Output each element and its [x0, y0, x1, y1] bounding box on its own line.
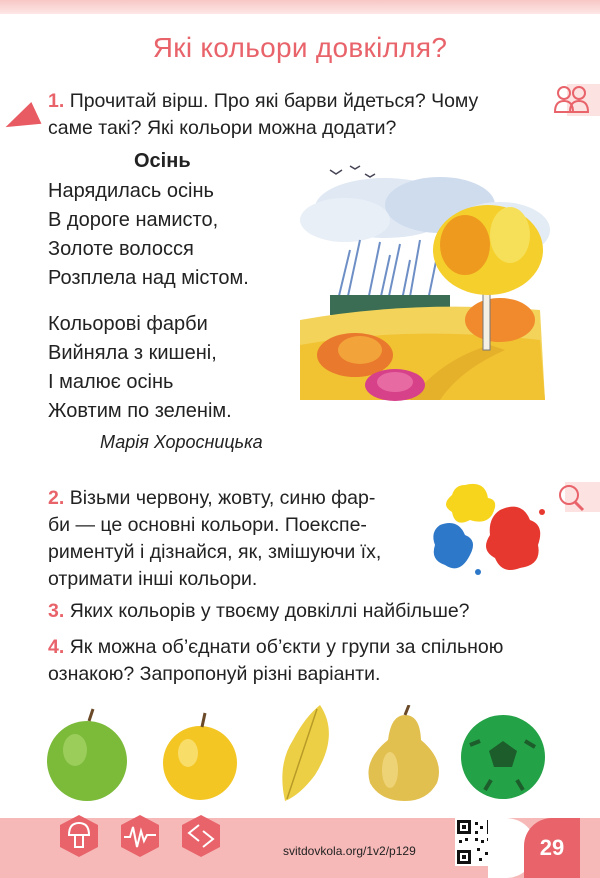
task-2-line-4: отримати інші кольори.	[48, 568, 258, 590]
task-3	[48, 598, 470, 625]
task-1-line-2: саме такі? Які кольори можна додати?	[48, 117, 397, 139]
less-than-greater-than-icon	[179, 813, 223, 859]
task-1-number: 1.	[48, 90, 65, 112]
poem-line: Золоте волосся	[48, 238, 194, 260]
task-3-number: 3.	[48, 600, 65, 622]
task-1	[48, 88, 478, 142]
page-url[interactable]: svitdovkola.org/1v2/p129	[283, 844, 416, 858]
task-4-line-1: Як можна об’єднати об’єкти у групи за спільною	[69, 636, 504, 658]
autumn-landscape-illustration	[290, 160, 555, 405]
poem-line: Вийняла з кишені,	[48, 342, 217, 364]
poem-author: Марія Хоросницька	[100, 432, 263, 452]
poem-stanza-2	[48, 310, 232, 426]
mushroom-cloud-icon	[57, 813, 101, 859]
task-4	[48, 634, 503, 688]
task-2-line-2: би — це основні кольори. Поекспе-	[48, 514, 367, 536]
task-2-line-1: Візьми червону, жовту, синю фар-	[69, 487, 376, 509]
poem-line: В дороге намисто,	[48, 209, 219, 231]
poem-line: Кольорові фарби	[48, 313, 208, 335]
magnifier-icon	[553, 480, 600, 514]
paint-splashes-illustration	[430, 480, 548, 580]
task-2-line-3: риментуй і дізнайся, як, змішуючи їх,	[48, 541, 382, 563]
top-band	[0, 0, 600, 14]
pair-work-icon	[553, 82, 600, 118]
task-3-text: Яких кольорів у твоєму довкіллі найбільше?	[69, 600, 470, 622]
pear	[368, 705, 439, 801]
poem-line: І малює осінь	[48, 371, 174, 393]
pointer-arrow-icon	[1, 102, 42, 138]
task-2	[48, 485, 381, 593]
poem-stanza-1	[48, 177, 249, 293]
poem-line: Жовтим по зеленім.	[48, 400, 232, 422]
poem-line: Розплела над містом.	[48, 267, 249, 289]
task-4-line-2: ознакою? Запропонуй різні варіанти.	[48, 663, 381, 685]
green-apple	[47, 709, 127, 801]
yellow-apple	[163, 713, 237, 800]
task-4-number: 4.	[48, 636, 65, 658]
green-ball	[461, 715, 545, 799]
waveform-icon	[118, 813, 162, 859]
page-title: Які кольори довкілля?	[152, 32, 448, 63]
objects-row	[45, 705, 550, 805]
page-number: 29	[524, 818, 580, 878]
yellow-leaf	[282, 705, 329, 801]
task-1-line-1: Прочитай вірш. Про які барви йдеться? Чому	[69, 90, 479, 112]
poem-title: Осінь	[134, 150, 191, 172]
poem-line: Нарядилась осінь	[48, 180, 214, 202]
task-2-number: 2.	[48, 487, 65, 509]
